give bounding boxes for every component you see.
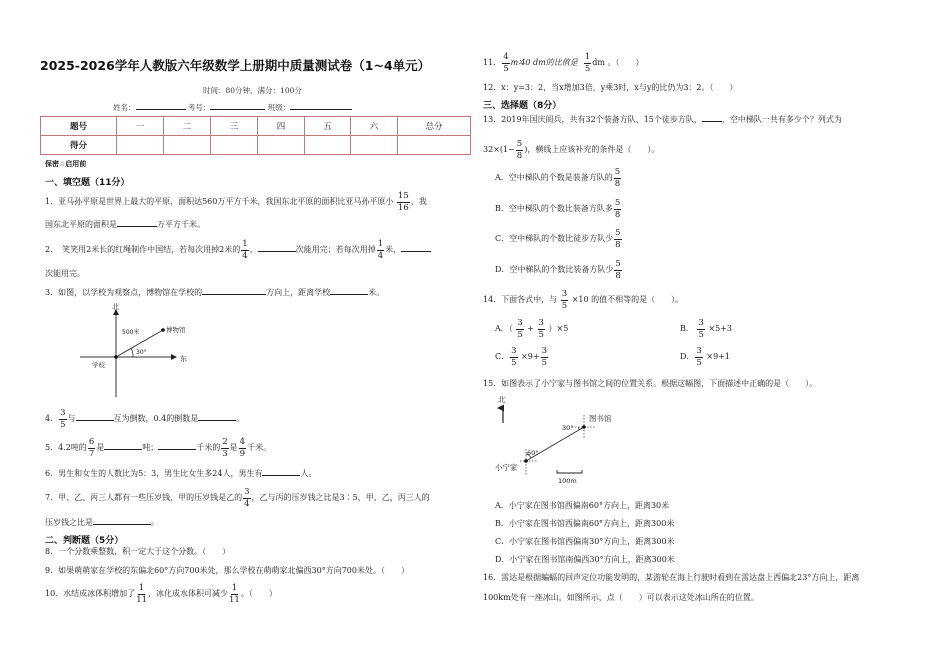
confidential-label: 保密☆启用前 <box>45 160 87 168</box>
q2-text: 次能用完；若每次用掉 <box>295 245 376 254</box>
q13-text: 32×(1− <box>483 145 515 154</box>
q13-option-d[interactable] <box>495 260 623 280</box>
q13-option-c[interactable] <box>495 229 623 249</box>
option-text: ×9+ <box>521 352 540 361</box>
q5-text: 是 <box>229 443 238 452</box>
time-info: 时间：80分钟，满分：100分 <box>203 86 302 95</box>
section-1-heading: 一、填空题（11分） <box>45 178 130 188</box>
angle-top-label: 30° <box>562 424 574 432</box>
header-cell: 五 <box>305 117 351 136</box>
fraction: $\frac{1}{5}$ <box>584 52 591 74</box>
score-table-score-row <box>41 136 471 155</box>
answer-blank[interactable] <box>117 218 157 227</box>
header-cell: 六 <box>351 117 398 136</box>
score-row-label: 得分 <box>41 136 117 155</box>
score-cell[interactable] <box>398 136 471 155</box>
q13-text: )，横线上应该补充的条件是（ ）。 <box>524 145 660 154</box>
fraction: $\frac{6}{7}$ <box>88 437 95 459</box>
question-7-line1 <box>45 488 430 508</box>
answer-blank[interactable] <box>93 516 151 525</box>
north-label: 北 <box>498 395 506 404</box>
fraction: $\frac{5}{8}$ <box>614 167 621 189</box>
question-6 <box>45 467 316 479</box>
q1-text: 国东北平原的面积是 <box>45 220 117 229</box>
question-9: 9．如果萌萌家在学校的东偏北60°方向700米处，那么学校在萌萌家北偏西30°方向700米处。（ ） <box>45 566 409 575</box>
score-cell[interactable] <box>351 136 398 155</box>
q15-option-d[interactable]: D．小宁家在图书馆南偏西30°方向上，距离300米 <box>495 555 675 564</box>
home-point <box>524 459 528 463</box>
score-cell[interactable] <box>117 136 164 155</box>
q1-text: ，我 <box>410 197 427 206</box>
fraction: $\frac{1}{4}$ <box>377 239 384 261</box>
fraction: $\frac{3}{5}$ <box>517 318 523 340</box>
q5-text: 吨； <box>142 443 159 452</box>
scale-label: 100m <box>558 477 577 485</box>
option-text: B．空中梯队的个数比装备方队多 <box>495 204 613 213</box>
q3-text: 米。 <box>368 288 385 297</box>
fraction: $\frac{1}{11}$ <box>229 583 240 605</box>
fraction: $\frac{1}{4}$ <box>242 239 248 261</box>
fraction: $\frac{2}{3}$ <box>222 437 228 459</box>
q13-text: ，空中梯队一共有多少个？列式为 <box>721 115 842 124</box>
exam-no-field[interactable] <box>210 101 265 110</box>
home-label: 小宁家 <box>495 463 518 472</box>
fraction: $\frac{3}{5}$ <box>538 318 544 340</box>
question-3 <box>45 286 384 298</box>
question-7-line2 <box>45 516 159 528</box>
q15-option-b[interactable]: B．小宁家在图书馆西偏南60°方向上，距离300米 <box>495 519 675 528</box>
library-label: 图书馆 <box>589 414 612 423</box>
question-10 <box>45 584 277 604</box>
fraction: $\frac{15}{16}$ <box>397 191 409 213</box>
option-text: ×5+3 <box>708 324 732 333</box>
score-cell[interactable] <box>164 136 211 155</box>
fraction: $\frac{3}{5}$ <box>561 289 568 311</box>
q4-text: 。 <box>236 414 245 423</box>
score-table-header-row <box>41 117 471 136</box>
q3-text: 3．如图，以学校为观察点，博物馆在学校的 <box>45 288 203 297</box>
q10-text: 。（ ） <box>240 589 277 598</box>
question-1-line1 <box>45 192 427 212</box>
q10-text: 10．水结成冰体积增加了 <box>45 589 136 598</box>
option-label: D． <box>680 352 695 361</box>
answer-blank[interactable] <box>330 286 368 295</box>
option-label: A．（ <box>495 324 513 333</box>
angle-bottom-label: 60° <box>527 449 539 457</box>
q5-text: 千米的 <box>196 443 221 452</box>
q15-option-c[interactable]: C．小宁家在图书馆西偏南30°方向上，距离300米 <box>495 537 675 546</box>
q11-text: 11． <box>483 58 502 67</box>
score-cell[interactable] <box>211 136 258 155</box>
q13-option-b[interactable] <box>495 199 622 219</box>
q5-text: 5．4.2吨的 <box>45 443 87 452</box>
q2-text: 米， <box>385 245 402 254</box>
option-label: B． <box>680 324 694 333</box>
fraction: $\frac{4}{5}$ <box>503 52 509 74</box>
q1-text: 1．亚马孙平原是世界上最大的平原，面积达560万平方千米，我国东北平原的面积比亚马孙平原小 <box>45 197 394 206</box>
student-info-line <box>113 101 352 113</box>
scale-bar <box>557 470 582 473</box>
question-2-line1 <box>45 240 431 260</box>
angle-label: 30° <box>136 349 147 356</box>
q14-text: ×10 的值不相等的是（ ）。 <box>571 295 684 304</box>
fraction: $\frac{3}{5}$ <box>696 346 702 368</box>
fraction: $\frac{3}{5}$ <box>541 346 548 368</box>
answer-blank[interactable] <box>198 412 236 421</box>
header-cell: 一 <box>117 117 164 136</box>
q5-text: 千米。 <box>247 443 272 452</box>
q2-text: 2． 笑笑用2米长的红绳制作中国结，若每次用掉2米的 <box>45 245 241 254</box>
question-15: 15．如图表示了小宁家与图书馆之间的位置关系。根据这幅图，下面描述中正确的是（ ）。 <box>483 379 818 388</box>
question-1-line2 <box>45 218 205 230</box>
answer-blank[interactable] <box>702 113 722 122</box>
museum-label: 博物馆 <box>166 326 186 334</box>
page-title: 2025-2026学年人教版六年级数学上册期中质量测试卷（1~4单元） <box>40 58 431 73</box>
question-14 <box>483 290 683 310</box>
question-2-line2: 次能用完。 <box>45 269 85 278</box>
fraction: $\frac{3}{5}$ <box>698 318 704 340</box>
east-label: 东 <box>180 355 187 363</box>
header-cell: 题号 <box>41 117 117 136</box>
q11-text: dm 。（ ） <box>592 58 644 67</box>
fraction: $\frac{5}{8}$ <box>615 228 621 250</box>
angle-arc <box>131 348 133 357</box>
q3-direction-diagram <box>70 300 200 400</box>
q7-text: ，乙与丙的压岁钱之比是3∶5，甲、乙、丙三人的 <box>251 493 430 502</box>
museum-point <box>161 328 165 332</box>
score-cell[interactable] <box>305 136 351 155</box>
fraction: $\frac{1}{11}$ <box>136 583 148 605</box>
question-8: 8．一个分数乘整数，积一定大于这个分数。（ ） <box>45 547 231 556</box>
answer-blank[interactable] <box>202 286 266 295</box>
q15-position-diagram <box>490 392 630 490</box>
question-11 <box>483 53 643 73</box>
header-cell: 总分 <box>398 117 471 136</box>
option-text: ）×5 <box>548 324 569 333</box>
q5-text: 是 <box>96 443 105 452</box>
option-text: D．空中梯队的个数比装备方队少 <box>495 265 614 274</box>
question-16-line2: 100km处有一座冰山，如图所示，点（ ）可以表示这处冰山所在的位置。 <box>483 593 759 602</box>
q6-text: 6．男生和女生的人数比为5：3，男生比女生多24人，男生有 <box>45 469 263 478</box>
answer-blank[interactable] <box>158 441 196 450</box>
q13-option-a[interactable] <box>495 168 622 188</box>
q14-option-d[interactable] <box>680 347 730 367</box>
q11-text: m∶40 dm的比值是 <box>510 58 578 67</box>
question-5 <box>45 438 271 458</box>
fraction: $\frac{5}{8}$ <box>516 139 523 161</box>
option-text: + <box>527 324 534 333</box>
section-3-heading: 三、选择题（8分） <box>483 101 562 111</box>
answer-blank[interactable] <box>258 243 296 252</box>
exam-no-label: 考号： <box>187 103 211 112</box>
fraction: $\frac{3}{4}$ <box>244 487 250 509</box>
option-text: ×9+1 <box>706 352 730 361</box>
header-cell: 二 <box>164 117 211 136</box>
fraction: $\frac{5}{8}$ <box>615 259 621 281</box>
q14-option-a[interactable] <box>495 319 568 339</box>
q4-text: 4． <box>45 414 59 423</box>
q6-text: 人。 <box>300 469 317 478</box>
q3-text: 方向上，距离学校 <box>266 288 331 297</box>
header-cell: 三 <box>211 117 258 136</box>
question-13-line1 <box>483 113 842 125</box>
fraction: $\frac{5}{8}$ <box>614 198 621 220</box>
answer-blank[interactable] <box>76 412 114 421</box>
option-text: C．空中梯队的个数比徒步方队少 <box>495 234 614 243</box>
score-table <box>40 116 471 155</box>
angle-arc <box>578 427 579 430</box>
fraction: $\frac{4}{9}$ <box>239 437 246 459</box>
answer-blank[interactable] <box>262 467 300 476</box>
answer-blank[interactable] <box>401 243 431 252</box>
q4-text: 互为倒数，0.4的倒数是 <box>113 414 199 423</box>
q15-option-a[interactable]: A．小宁家在图书馆西偏南60°方向上，距离30米 <box>495 501 670 510</box>
q2-text: ， <box>249 245 258 254</box>
question-12: 12．x：y=3：2，当x增加3倍，y乘3时，x与y的比仍为3：2。（ ） <box>483 83 738 92</box>
north-label: 北 <box>112 303 119 311</box>
name-label: 姓名： <box>113 103 136 112</box>
score-cell[interactable] <box>258 136 305 155</box>
library-point <box>582 425 586 429</box>
question-4 <box>45 409 244 429</box>
q14-option-b[interactable] <box>680 319 732 339</box>
fraction: $\frac{3}{5}$ <box>60 408 66 430</box>
q7-text: 7．甲、乙、丙三人都有一些压岁钱，甲的压岁钱是乙的 <box>45 493 243 502</box>
option-label: C． <box>495 352 510 361</box>
q14-text: 14．下面各式中，与 <box>483 295 558 304</box>
q1-text: 万平方千米。 <box>157 220 205 229</box>
option-text: A．空中梯队的个数是装备方队的 <box>495 173 613 182</box>
q10-text: ，冰化成水体积可减少 <box>148 589 229 598</box>
q14-option-c[interactable] <box>495 347 549 367</box>
name-field[interactable] <box>136 101 186 110</box>
class-label: 班级： <box>267 103 291 112</box>
distance-label: 500米 <box>122 329 140 336</box>
header-cell: 四 <box>258 117 305 136</box>
class-field[interactable] <box>290 101 352 110</box>
q7-text: 。 <box>151 518 159 527</box>
fraction: $\frac{3}{5}$ <box>511 346 517 368</box>
question-13-line2 <box>483 140 659 160</box>
q4-text: 与 <box>67 414 76 423</box>
section-2-heading: 二、判断题（5分） <box>45 536 124 546</box>
answer-blank[interactable] <box>104 441 142 450</box>
school-point <box>114 355 118 359</box>
q13-text: 13．2019年国庆阅兵，共有32个装备方队、15个徒步方队， <box>483 115 702 124</box>
school-label: 学校 <box>92 361 105 369</box>
question-16-line1: 16．雷达是根据蝙蝠的回声定位功能发明的，某游轮在海上行驶时看到在雷达盘上西偏北23°方向上，距离 <box>483 573 860 582</box>
q7-text: 压岁钱之比是 <box>45 518 93 527</box>
